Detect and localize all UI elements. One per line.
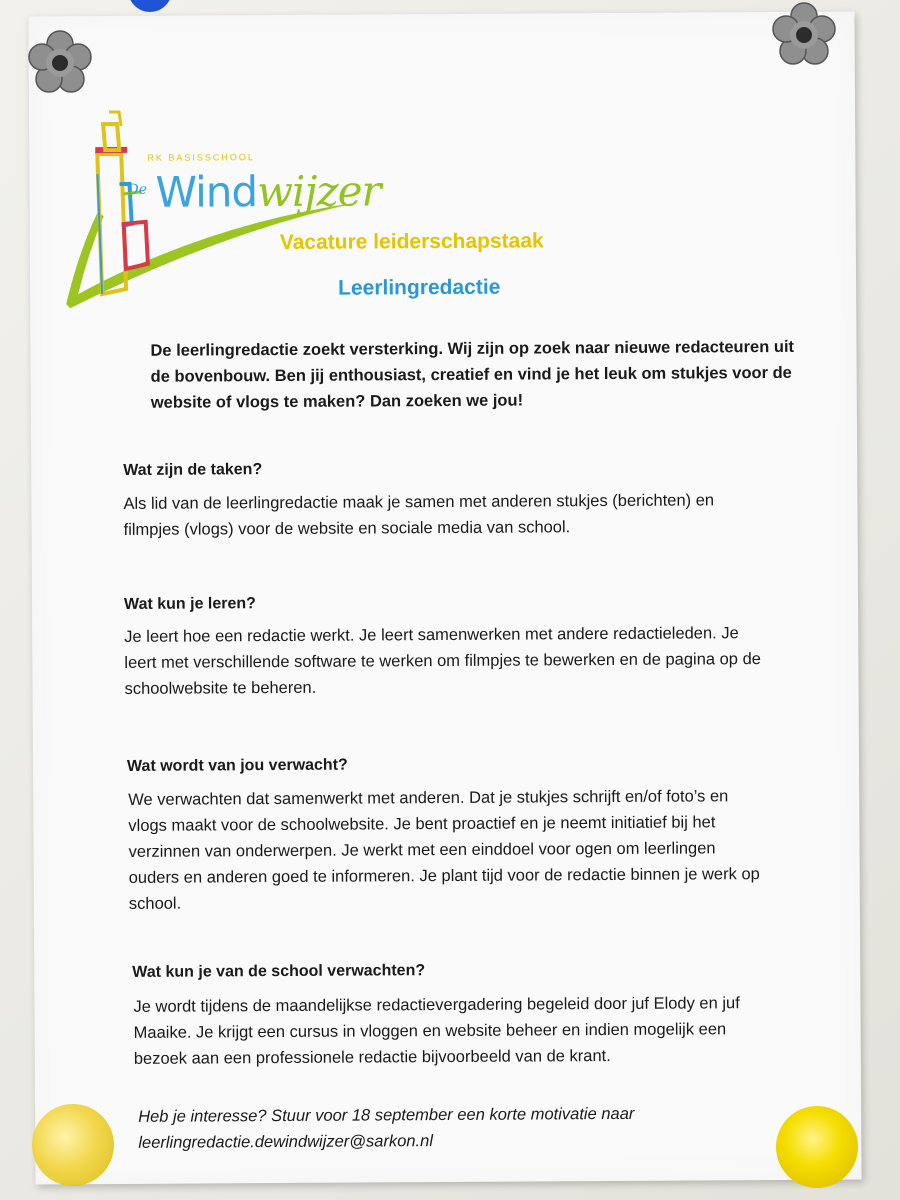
poster-subtitle: Leerlingredactie [338,275,501,300]
closing-line: Heb je interesse? Stuur voor 18 september een korte motivatie naar [138,1104,635,1126]
contact-email: leerlingredactie.dewindwijzer@sarkon.nl [138,1132,434,1152]
section-body: We verwachten dat samenwerkt met anderen. Dat je stukjes schrijft en/of foto’s en vlogs maakt voor de schoolwebsite. Je bent proactief en je neemt initiatief bij het verzinnen van onderwerpen. Je werkt met een einddoel voor ogen om leerlingen ouders en anderen goed te informeren. Je plant tijd voor de redactie binnen je werk op school. [128,787,760,913]
logo-school-type: RK BASISSCHOOL [147,152,255,163]
yellow-magnet-icon [32,1104,114,1186]
section-heading: Wat kun je leren? [123,595,256,613]
section-heading: Wat kun je van de school verwachten? [132,962,426,981]
section-body: Als lid van de leerlingredactie maak je samen met anderen stukjes (berichten) en filmpjes (vlogs) voor de website en sociale media van school. [123,491,715,539]
closing-text [138,1100,778,1156]
poster-sheet [28,11,861,1184]
poster-title: Vacature leiderschapstaak [279,229,544,255]
intro-paragraph: De leerlingredactie zoekt versterking. Wij zijn op zoek naar nieuwe redacteuren uit de bovenbouw. Ben jij enthousiast, creatief en vind je het leuk om stukjes voor de website of vlogs te maken? Dan zoeken we jou! [150,337,795,412]
flower-magnet-icon [28,30,92,94]
section-body: Je wordt tijdens de maandelijkse redactievergadering begeleid door juf Elody en juf Maaike. Je krijgt een cursus in vloggen en website beheer en indien mogelijk een bezoek aan een professionele redactie bijvoorbeeld van de krant. [133,994,740,1068]
yellow-magnet-icon [776,1106,858,1188]
section-heading: Wat wordt van jou verwacht? [126,756,348,775]
flower-magnet-icon [772,2,836,66]
logo-de: De [127,181,148,198]
section-body: Je leert hoe een redactie werkt. Je leert samenwerken met andere redactieleden. Je leert met verschillende software te werken om filmpjes te bewerken en de pagina op de schoolwebsite te beheren. [124,624,761,698]
logo-wordmark [155,166,381,217]
logo-wijzer: wijzer [256,166,381,217]
section-heading: Wat zijn de taken? [123,461,263,479]
logo-wind: Wind [155,167,258,217]
marker-cap [128,0,172,12]
